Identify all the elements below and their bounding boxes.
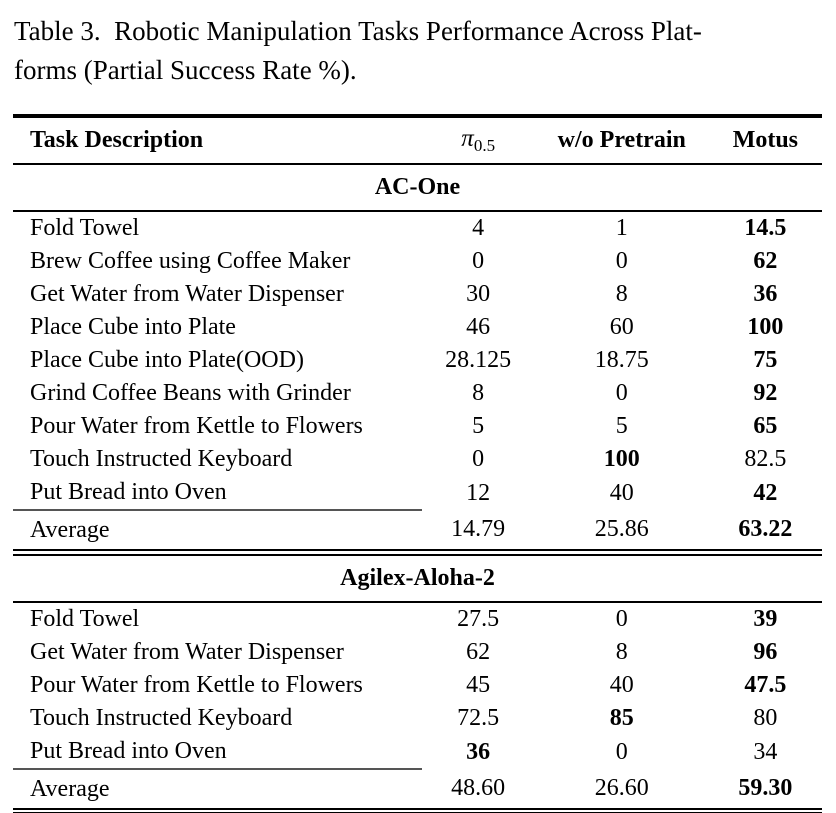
value-cell: 85	[609, 705, 634, 731]
value-cell: 40	[609, 479, 634, 506]
pi-symbol: π	[461, 125, 474, 152]
section-header: Agilex-Aloha-2	[13, 553, 822, 603]
caption-line-2: forms (Partial Success Rate %).	[14, 55, 357, 85]
task-cell: Put Bread into Oven	[30, 479, 227, 505]
average-value-cell: 26.60	[594, 775, 649, 801]
table-row	[13, 669, 822, 702]
value-cell: 28.125	[445, 347, 512, 373]
section-row	[13, 553, 822, 603]
value-cell: 47.5	[744, 672, 787, 698]
value-cell: 60	[609, 314, 634, 340]
value-cell: 82.5	[744, 446, 787, 472]
value-cell: 36	[466, 738, 491, 765]
value-cell: 0	[615, 738, 628, 765]
value-cell: 5	[472, 413, 485, 439]
table-row	[13, 211, 822, 245]
table-row	[13, 702, 822, 735]
value-cell: 8	[615, 639, 628, 665]
table-row	[13, 344, 822, 377]
task-cell: Get Water from Water Dispenser	[30, 281, 344, 307]
value-cell: 36	[753, 281, 778, 307]
value-cell: 42	[753, 479, 778, 506]
value-cell: 0	[615, 380, 628, 406]
task-cell: Touch Instructed Keyboard	[30, 446, 293, 472]
average-value-cell: 14.79	[451, 516, 506, 542]
value-cell: 75	[753, 347, 778, 373]
value-cell: 65	[753, 413, 778, 439]
section-row	[13, 164, 822, 211]
value-cell: 0	[615, 606, 628, 632]
task-cell: Fold Towel	[30, 215, 140, 241]
value-cell: 1	[615, 215, 628, 241]
task-cell: Put Bread into Oven	[30, 738, 227, 764]
table-row	[13, 735, 822, 769]
task-cell: Fold Towel	[30, 606, 140, 632]
value-cell: 100	[603, 446, 640, 472]
average-row	[13, 510, 822, 553]
table-row	[13, 410, 822, 443]
column-header-task-description: Task Description	[13, 116, 422, 164]
average-label-cell: Average	[13, 769, 422, 811]
average-value-cell: 63.22	[738, 516, 793, 542]
column-header-wo-pretrain: w/o Pretrain	[535, 116, 709, 164]
value-cell: 5	[615, 413, 628, 439]
value-cell: 12	[466, 479, 491, 506]
value-cell: 0	[472, 248, 485, 274]
task-cell: Grind Coffee Beans with Grinder	[30, 380, 351, 406]
table-caption	[14, 12, 822, 90]
task-cell: Place Cube into Plate	[30, 314, 236, 340]
average-value-cell: 48.60	[451, 775, 506, 801]
table-row	[13, 602, 822, 636]
header-row	[13, 116, 822, 164]
task-cell: Pour Water from Kettle to Flowers	[30, 413, 363, 439]
value-cell: 8	[615, 281, 628, 307]
value-cell: 39	[753, 606, 778, 632]
average-label-cell: Average	[13, 510, 422, 553]
results-table	[13, 114, 822, 813]
value-cell: 46	[466, 314, 491, 340]
value-cell: 92	[753, 380, 778, 406]
task-cell: Touch Instructed Keyboard	[30, 705, 293, 731]
value-cell: 18.75	[594, 347, 649, 373]
average-row	[13, 769, 822, 811]
table-row	[13, 443, 822, 476]
value-cell: 0	[472, 446, 485, 472]
task-cell: Brew Coffee using Coffee Maker	[30, 248, 351, 274]
task-cell: Get Water from Water Dispenser	[30, 639, 344, 665]
value-cell: 100	[747, 314, 784, 340]
value-cell: 14.5	[744, 215, 787, 241]
value-cell: 8	[472, 380, 485, 406]
value-cell: 27.5	[457, 606, 500, 632]
table-row	[13, 278, 822, 311]
value-cell: 0	[615, 248, 628, 274]
value-cell: 30	[466, 281, 491, 307]
table-row	[13, 476, 822, 510]
column-header-motus: Motus	[709, 116, 822, 164]
value-cell: 96	[753, 639, 778, 665]
value-cell: 72.5	[457, 705, 500, 731]
value-cell: 62	[466, 639, 491, 665]
caption-line-1: Table 3. Robotic Manipulation Tasks Performance Across Plat-	[14, 16, 702, 46]
table-row	[13, 636, 822, 669]
value-cell: 4	[472, 215, 485, 241]
table-row	[13, 311, 822, 344]
value-cell: 62	[753, 248, 778, 274]
table-body	[13, 164, 822, 811]
average-value-cell: 59.30	[738, 775, 793, 801]
value-cell: 40	[609, 672, 634, 698]
value-cell: 45	[466, 672, 491, 698]
pi-subscript: 0.5	[473, 136, 496, 155]
average-value-cell: 25.86	[594, 516, 649, 542]
task-cell: Place Cube into Plate(OOD)	[30, 347, 304, 373]
section-header: AC-One	[13, 164, 822, 211]
column-header-pi-0-5	[422, 116, 535, 164]
task-cell: Pour Water from Kettle to Flowers	[30, 672, 363, 698]
table-head	[13, 116, 822, 164]
table-row	[13, 377, 822, 410]
table-row	[13, 245, 822, 278]
value-cell: 34	[753, 738, 778, 765]
value-cell: 80	[753, 705, 778, 731]
